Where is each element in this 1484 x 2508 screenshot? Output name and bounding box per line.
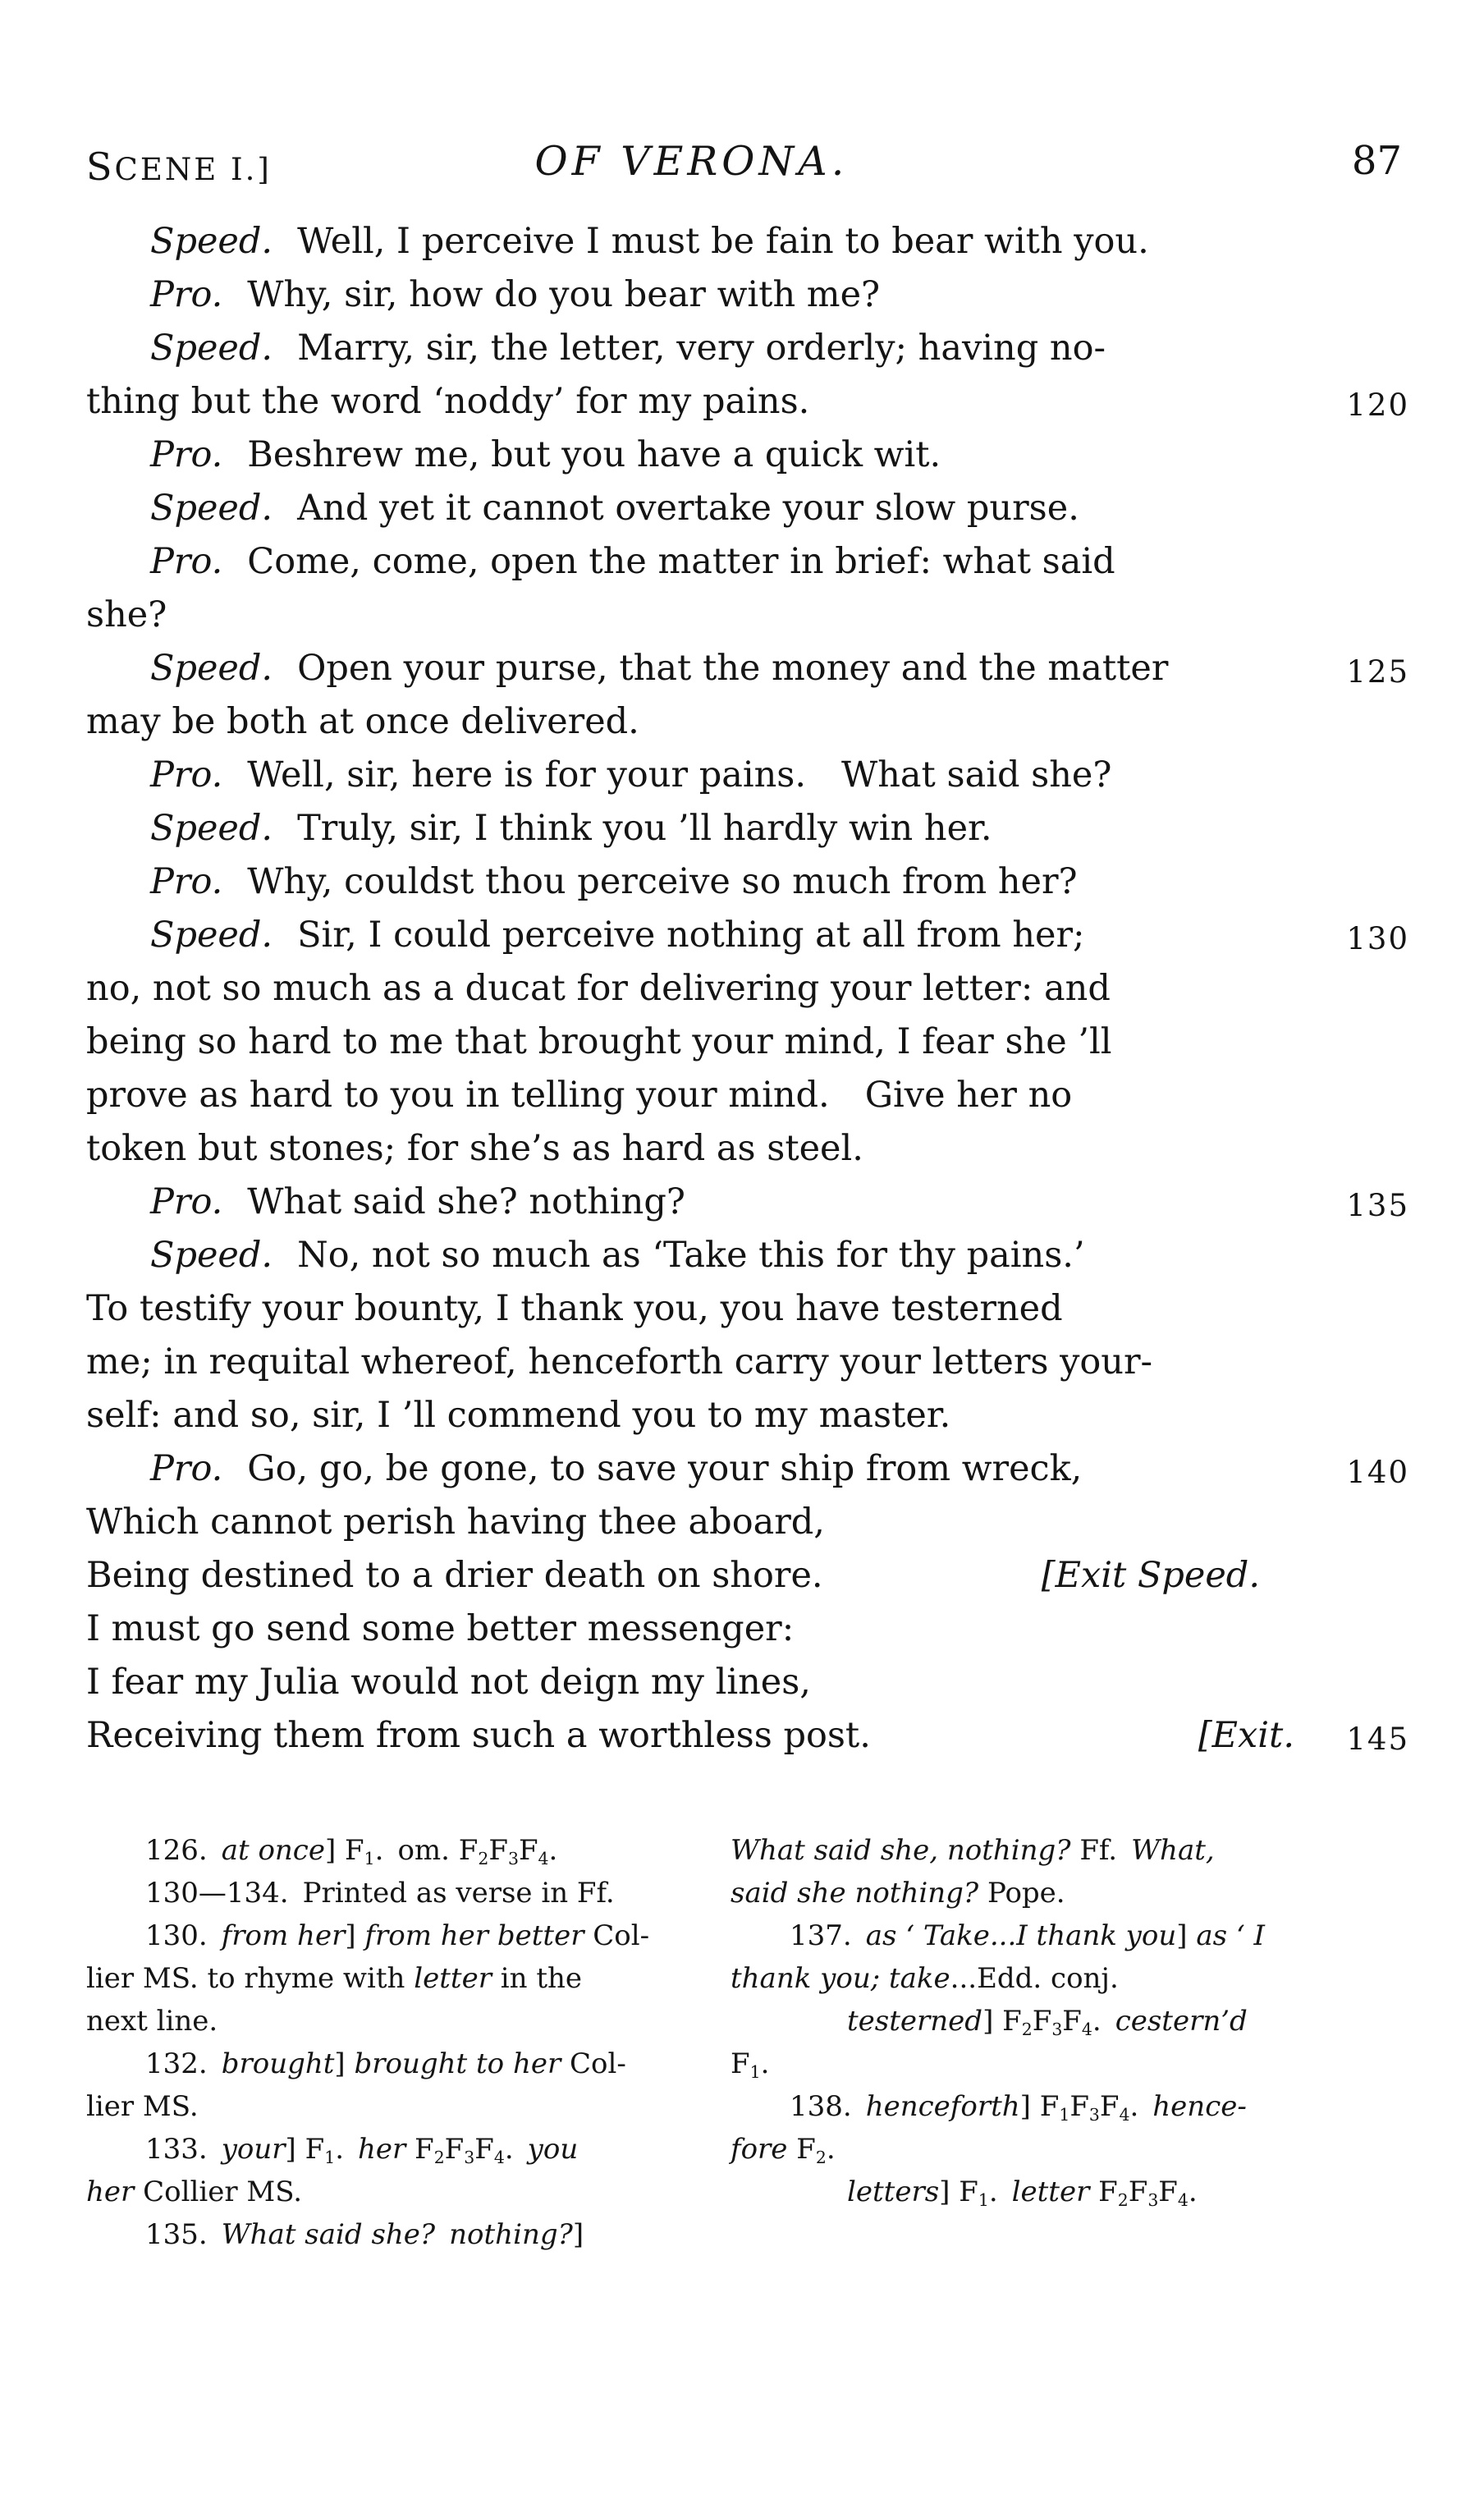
lemma-italic: hence- <box>1152 2090 1247 2123</box>
folio-subscript: 3 <box>1051 2019 1063 2039</box>
lemma-italic: brought <box>221 2047 335 2080</box>
dialogue-text: I must go send some better messenger: <box>86 1608 795 1649</box>
dialogue-line <box>86 1069 1309 1122</box>
dialogue-line <box>86 268 1309 322</box>
footnote-text: . <box>548 1834 558 1867</box>
folio-subscript: 1 <box>1059 2104 1070 2125</box>
footnote-text: 132. <box>145 2047 222 2080</box>
speaker-name: Speed. <box>150 808 273 849</box>
footnote-text: F <box>1062 2005 1082 2038</box>
dialogue-line <box>86 1176 1409 1229</box>
footnote-text: ] <box>345 1919 365 1952</box>
folio-subscript: 1 <box>324 2147 336 2167</box>
footnote-line <box>731 1829 1367 1872</box>
footnote-line <box>86 2000 714 2043</box>
folio-subscript: 1 <box>364 1848 375 1868</box>
folio-subscript: 3 <box>464 2147 475 2167</box>
footnote-line <box>731 1872 1367 1914</box>
footnote-line <box>86 2171 714 2213</box>
speaker-name: Pro. <box>150 274 223 315</box>
footnote-line <box>731 2043 1367 2085</box>
footnote-text: F <box>1089 2176 1118 2208</box>
footnote-text: F <box>405 2133 434 2166</box>
footnote-text: ] F <box>982 2005 1022 2038</box>
footnote-text: F <box>1158 2176 1178 2208</box>
footnote-text: in the <box>491 1962 583 1995</box>
dialogue-line <box>86 1122 1309 1176</box>
footnote-text: ] F <box>1019 2090 1060 2123</box>
speaker-name: Speed. <box>150 328 273 369</box>
folio-subscript: 2 <box>1117 2189 1129 2210</box>
dialogue-line <box>86 589 1309 642</box>
footnote-text: F <box>474 2133 494 2166</box>
footnote-line <box>86 1914 714 1957</box>
folio-subscript: 2 <box>478 1848 489 1868</box>
scene-label: SCENE I.] <box>86 144 272 189</box>
dialogue-text: Which cannot perish having thee aboard, <box>86 1502 825 1543</box>
dialogue-text: me; in requital whereof, henceforth carry your letters your- <box>86 1341 1153 1382</box>
footnote-text: 138. <box>790 2090 866 2123</box>
footnote-line <box>86 2085 714 2128</box>
footnote-text: ] <box>1176 1919 1197 1952</box>
speaker-name: Pro. <box>150 434 223 475</box>
running-header <box>86 138 1402 187</box>
lemma-italic: letter <box>414 1962 492 1995</box>
stage-direction: [Exit Speed. <box>1041 1555 1260 1596</box>
stage-direction: [Exit. <box>1198 1715 1294 1756</box>
footnote-text: Col- <box>584 1919 650 1952</box>
critical-apparatus <box>86 1829 1399 2256</box>
lemma-italic: from her <box>221 1919 346 1952</box>
dialogue-text: she? <box>86 594 167 635</box>
footnote-text: Col- <box>561 2047 626 2080</box>
dialogue-line <box>86 1282 1309 1336</box>
footnote-line <box>731 2000 1367 2043</box>
dialogue-text: no, not so much as a ducat for delivering your letter: and <box>86 968 1111 1009</box>
dialogue-line <box>86 1016 1309 1069</box>
dialogue-line <box>86 215 1309 268</box>
dialogue-text: Sir, I could perceive nothing at all from her; <box>297 915 1085 956</box>
lemma-italic: at once <box>221 1834 325 1867</box>
lemma-italic: cestern’d <box>1115 2005 1248 2038</box>
footnote-line <box>731 2171 1367 2213</box>
folio-subscript: 4 <box>1119 2104 1130 2125</box>
dialogue-line <box>86 1709 1409 1763</box>
dialogue-line <box>86 909 1409 962</box>
footnote-line <box>86 1872 714 1914</box>
dialogue-line <box>86 1549 1309 1602</box>
footnote-text: F <box>488 1834 508 1867</box>
footnote-text: Ff. <box>1070 1834 1132 1867</box>
footnote-text: F <box>1099 2090 1120 2123</box>
verse-line-number: 120 <box>1346 387 1409 423</box>
lemma-italic: said she nothing? <box>731 1877 979 1910</box>
footnote-text: ] <box>334 2047 355 2080</box>
footnote-text: 137. <box>790 1919 866 1952</box>
folio-subscript: 3 <box>1088 2104 1100 2125</box>
lemma-italic: letter <box>1011 2176 1090 2208</box>
page-number: 87 <box>1351 138 1402 184</box>
dialogue-text: Go, go, be gone, to save your ship from wreck, <box>247 1448 1083 1489</box>
footnote-text: ] F <box>939 2176 978 2208</box>
dialogue-text: Beshrew me, but you have a quick wit. <box>247 434 941 475</box>
footnote-text: . <box>1129 2090 1153 2123</box>
folio-subscript: 4 <box>1081 2019 1092 2039</box>
lemma-italic: letters <box>847 2176 940 2208</box>
dialogue-text: token but stones; for she’s as hard as steel. <box>86 1128 863 1169</box>
verse-line-number: 140 <box>1346 1455 1409 1490</box>
dialogue-line <box>86 535 1309 589</box>
dialogue-text: may be both at once delivered. <box>86 701 639 742</box>
lemma-italic: What, <box>1131 1834 1215 1867</box>
dialogue-line <box>86 1229 1309 1282</box>
dialogue-text: To testify your bounty, I thank you, you have testerned <box>86 1288 1063 1329</box>
footnote-text: F <box>1032 2005 1052 2038</box>
play-text-block <box>86 215 1409 1763</box>
footnote-text: . <box>760 2047 770 2080</box>
lemma-italic: testerned <box>847 2005 983 2038</box>
dialogue-text: Marry, sir, the letter, very orderly; having no- <box>297 328 1106 369</box>
footnote-text: 130—134. Printed as verse in Ff. <box>145 1877 615 1910</box>
lemma-italic: her <box>86 2176 135 2208</box>
footnote-column-left <box>86 1829 714 2256</box>
speaker-name: Pro. <box>150 1448 223 1489</box>
folio-subscript: 4 <box>1177 2189 1189 2210</box>
lemma-italic: from her better <box>364 1919 584 1952</box>
dialogue-text: Being destined to a drier death on shore. <box>86 1555 823 1596</box>
folio-subscript: 3 <box>1147 2189 1159 2210</box>
footnote-line <box>86 1829 714 1872</box>
speaker-name: Speed. <box>150 1235 273 1276</box>
footnote-text: Collier MS. <box>134 2176 303 2208</box>
lemma-italic: as ‘ I <box>1196 1919 1265 1952</box>
dialogue-text: I fear my Julia would not deign my lines, <box>86 1662 811 1703</box>
dialogue-text: Why, couldst thou perceive so much from her? <box>247 861 1078 902</box>
dialogue-line <box>86 1336 1309 1389</box>
dialogue-text: Well, sir, here is for your pains. What said she? <box>247 754 1112 795</box>
footnote-line <box>86 2128 714 2171</box>
footnote-line <box>86 2213 714 2256</box>
folio-subscript: 3 <box>507 1848 519 1868</box>
footnote-text: . <box>504 2133 528 2166</box>
folio-subscript: 1 <box>749 2061 761 2082</box>
folio-subscript: 4 <box>538 1848 549 1868</box>
speaker-name: Speed. <box>150 915 273 956</box>
folio-subscript: 2 <box>433 2147 445 2167</box>
dialogue-line <box>86 802 1309 855</box>
dialogue-line <box>86 695 1309 749</box>
footnote-text: ] <box>572 2218 584 2251</box>
dialogue-line <box>86 962 1309 1016</box>
footnote-text: Pope. <box>978 1877 1065 1910</box>
dialogue-line <box>86 855 1309 909</box>
lemma-italic: fore <box>731 2133 788 2166</box>
footnote-text: next line. <box>86 2005 218 2038</box>
speaker-name: Pro. <box>150 861 223 902</box>
lemma-italic: as ‘ Take...I thank you <box>865 1919 1177 1952</box>
footnote-line <box>86 1957 714 2000</box>
folio-subscript: 4 <box>493 2147 505 2167</box>
footnote-text: 126. <box>145 1834 222 1867</box>
verse-line-number: 130 <box>1346 921 1409 956</box>
dialogue-line <box>86 482 1309 535</box>
footnote-text: . <box>1092 2005 1115 2038</box>
footnote-line <box>731 2128 1367 2171</box>
dialogue-text: thing but the word ‘noddy’ for my pains. <box>86 381 810 422</box>
dialogue-line <box>86 1602 1309 1656</box>
footnote-text: lier MS. to rhyme with <box>86 1962 415 1995</box>
folio-subscript: 2 <box>815 2147 827 2167</box>
speaker-name: Pro. <box>150 541 223 582</box>
footnote-text: 133. <box>145 2133 222 2166</box>
dialogue-line <box>86 1389 1309 1442</box>
dialogue-line <box>86 749 1309 802</box>
dialogue-text: prove as hard to you in telling your mind. Give her no <box>86 1075 1073 1116</box>
dialogue-line <box>86 1442 1409 1496</box>
dialogue-line <box>86 642 1409 695</box>
dialogue-text: Well, I perceive I must be fain to bear with you. <box>297 221 1149 262</box>
footnote-line <box>86 2043 714 2085</box>
footnote-column-right <box>731 1829 1367 2256</box>
dialogue-line <box>86 375 1409 429</box>
footnote-text: F <box>518 1834 538 1867</box>
lemma-italic: What said she, nothing? <box>731 1834 1071 1867</box>
footnote-text: 135. <box>145 2218 222 2251</box>
dialogue-text: Come, come, open the matter in brief: what said <box>247 541 1115 582</box>
footnote-text: . <box>826 2133 836 2166</box>
dialogue-text: No, not so much as ‘Take this for thy pains.’ <box>297 1235 1085 1276</box>
footnote-line <box>731 1914 1367 1957</box>
footnote-line <box>731 2085 1367 2128</box>
footnote-line <box>731 1957 1367 2000</box>
lemma-italic: brought to her <box>354 2047 561 2080</box>
footnote-text: F <box>1069 2090 1089 2123</box>
dialogue-line <box>86 429 1309 482</box>
verse-line-number: 135 <box>1346 1188 1409 1223</box>
lemma-italic: What said she? nothing? <box>221 2218 573 2251</box>
lemma-italic: her <box>358 2133 406 2166</box>
dialogue-line <box>86 1496 1309 1549</box>
footnote-text: lier MS. <box>86 2090 199 2123</box>
footnote-text: ] F <box>285 2133 325 2166</box>
verse-line-number: 125 <box>1346 654 1409 690</box>
footnote-text: F <box>1128 2176 1148 2208</box>
folio-subscript: 2 <box>1021 2019 1033 2039</box>
lemma-italic: henceforth <box>865 2090 1020 2123</box>
dialogue-text: self: and so, sir, I ’ll commend you to my master. <box>86 1395 951 1436</box>
lemma-italic: your <box>221 2133 286 2166</box>
footnote-text: F <box>444 2133 465 2166</box>
speaker-name: Pro. <box>150 754 223 795</box>
speaker-name: Speed. <box>150 221 273 262</box>
folio-subscript: 1 <box>978 2189 989 2210</box>
lemma-italic: you <box>527 2133 579 2166</box>
dialogue-text: Receiving them from such a worthless post. <box>86 1715 871 1756</box>
footnote-text: ...Edd. conj. <box>950 1962 1119 1995</box>
footnote-text: . <box>988 2176 1012 2208</box>
lemma-italic: thank you; take <box>731 1962 950 1995</box>
dialogue-line <box>86 322 1309 375</box>
dialogue-text: Truly, sir, I think you ’ll hardly win her. <box>297 808 992 849</box>
speaker-name: Speed. <box>150 648 273 689</box>
dialogue-text: Open your purse, that the money and the matter <box>297 648 1169 689</box>
verse-line-number: 145 <box>1346 1722 1409 1757</box>
footnote-text: F <box>731 2047 750 2080</box>
dialogue-text: Why, sir, how do you bear with me? <box>247 274 881 315</box>
dialogue-text: And yet it cannot overtake your slow purse. <box>297 488 1079 529</box>
footnote-text: ] F <box>324 1834 364 1867</box>
dialogue-line <box>86 1656 1309 1709</box>
speaker-name: Pro. <box>150 1181 223 1222</box>
footnote-text: . <box>335 2133 358 2166</box>
footnote-text: 130. <box>145 1919 222 1952</box>
footnote-text: . om. F <box>374 1834 479 1867</box>
footnote-text: F <box>787 2133 816 2166</box>
footnote-text: . <box>1188 2176 1198 2208</box>
dialogue-text: What said she? nothing? <box>247 1181 685 1222</box>
page-title: OF VERONA. <box>534 138 849 185</box>
speaker-name: Speed. <box>150 488 273 529</box>
dialogue-text: being so hard to me that brought your mind, I fear she ’ll <box>86 1021 1112 1062</box>
